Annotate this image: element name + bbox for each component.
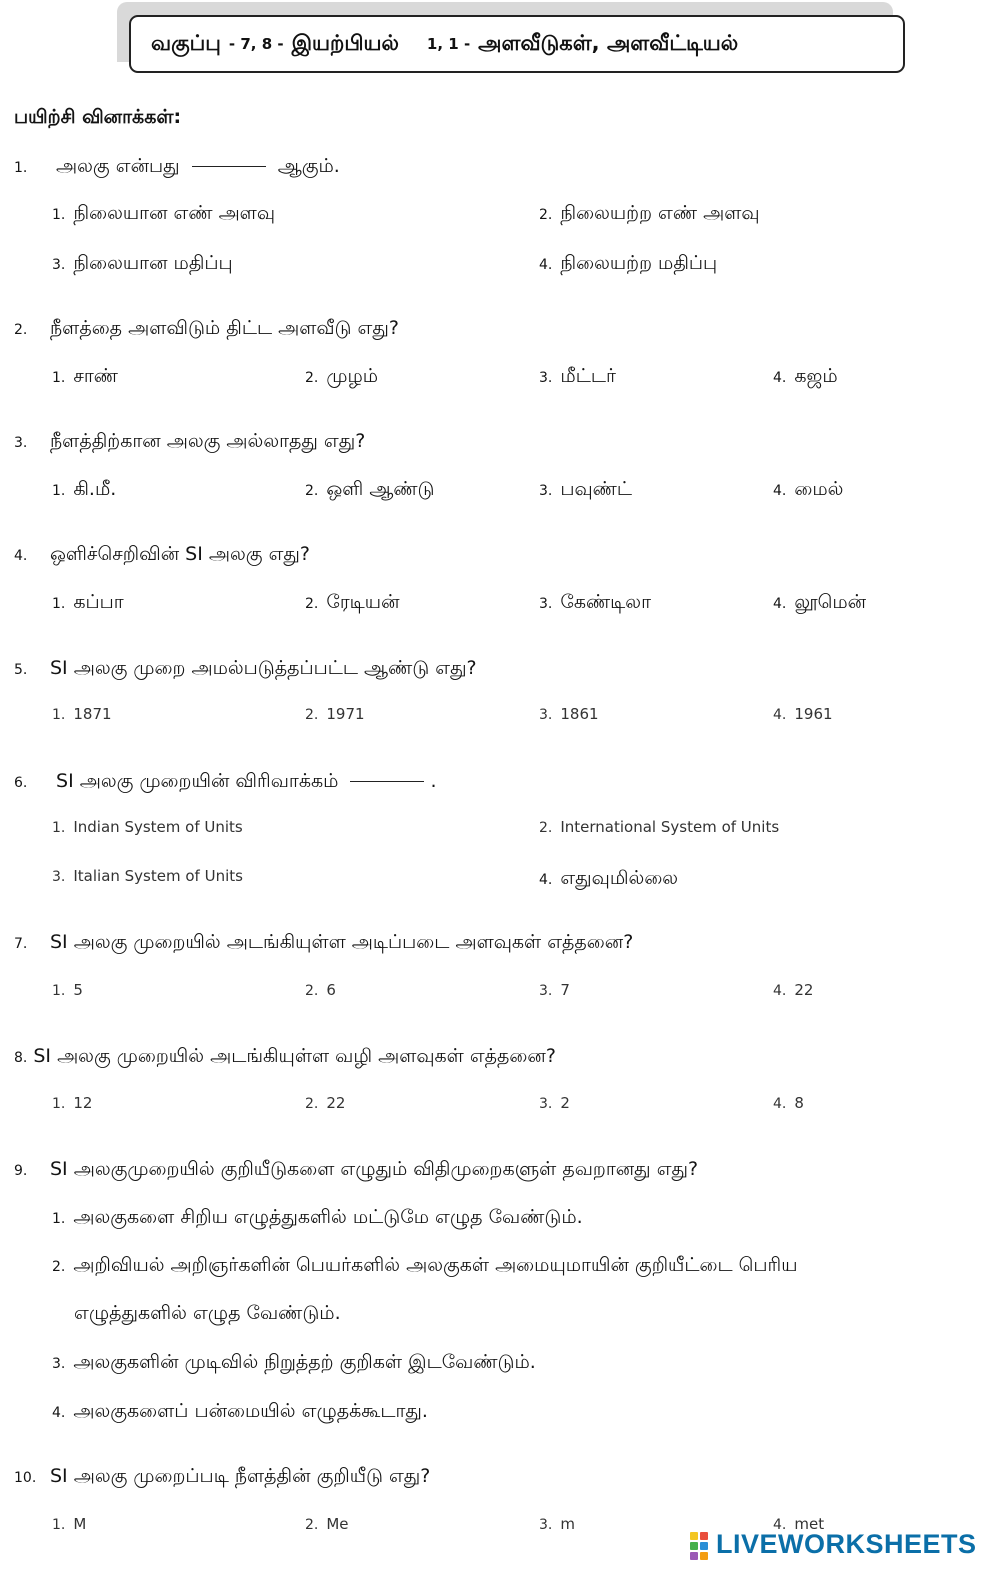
subject: இயற்பியல் — [291, 30, 399, 55]
section-title: பயிற்சி வினாக்கள்: — [14, 106, 182, 128]
question-6: 6. SI அலகு முறையின் விரிவாக்கம் . — [14, 770, 437, 792]
q1-option-2[interactable]: 2. நிலையற்ற எண் அளவு — [539, 202, 760, 224]
q8-option-1[interactable]: 1. 12 — [52, 1094, 93, 1112]
q5-option-4[interactable]: 4. 1961 — [773, 705, 833, 723]
q9-option-1[interactable]: 1. அலகுகளை சிறிய எழுத்துகளில் மட்டுமே எழுத வேண்டும். — [52, 1206, 583, 1228]
q2-option-3[interactable]: 3. மீட்டர் — [539, 365, 616, 387]
question-8: 8. SI அலகு முறையில் அடங்கியுள்ள வழி அளவுகள் எத்தனை? — [14, 1045, 556, 1067]
q8-option-4[interactable]: 4. 8 — [773, 1094, 804, 1112]
grade-value: - 7, 8 - — [228, 35, 284, 53]
q2-option-4[interactable]: 4. கஜம் — [773, 365, 838, 387]
q8-options — [0, 1094, 1000, 1122]
answer-blank[interactable] — [350, 781, 424, 782]
q4-options — [0, 591, 1000, 619]
q4-option-2[interactable]: 2. ரேடியன் — [305, 591, 400, 613]
question-5: 5. SI அலகு முறை அமல்படுத்தப்பட்ட ஆண்டு எது? — [14, 657, 477, 679]
q6-option-4[interactable]: 4. எதுவுமில்லை — [539, 867, 679, 889]
q3-option-2[interactable]: 2. ஒளி ஆண்டு — [305, 478, 435, 500]
question-4: 4. ஒளிச்செறிவின் SI அலகு எது? — [14, 543, 310, 565]
q7-option-1[interactable]: 1. 5 — [52, 981, 83, 999]
question-2: 2. நீளத்தை அளவிடும் திட்ட அளவீடு எது? — [14, 317, 399, 339]
q6-option-1[interactable]: 1. Indian System of Units — [52, 818, 243, 836]
q9-option-2[interactable]: 2. அறிவியல் அறிஞர்களின் பெயர்களில் அலகுகள் அமையுமாயின் குறியீட்டை பெரிய — [52, 1254, 798, 1276]
q5-option-2[interactable]: 2. 1971 — [305, 705, 365, 723]
title-banner — [129, 15, 905, 73]
q6-options-row-2 — [0, 867, 1000, 895]
q7-option-2[interactable]: 2. 6 — [305, 981, 336, 999]
q5-option-1[interactable]: 1. 1871 — [52, 705, 112, 723]
q10-option-4[interactable]: 4. met — [773, 1515, 825, 1533]
q3-option-3[interactable]: 3. பவுண்ட் — [539, 478, 632, 500]
q6-option-3[interactable]: 3. Italian System of Units — [52, 867, 243, 885]
q9-option-4[interactable]: 4. அலகுகளைப் பன்மையில் எழுதக்கூடாது. — [52, 1400, 428, 1422]
q4-option-1[interactable]: 1. கப்பா — [52, 591, 124, 613]
q2-options — [0, 365, 1000, 393]
q3-options — [0, 478, 1000, 506]
q1-option-1[interactable]: 1. நிலையான எண் அளவு — [52, 202, 276, 224]
q3-option-4[interactable]: 4. மைல் — [773, 478, 844, 500]
grade-label: வகுப்பு — [151, 30, 221, 55]
liveworksheets-logo-icon — [690, 1530, 710, 1560]
answer-blank[interactable] — [192, 166, 266, 167]
question-7: 7. SI அலகு முறையில் அடங்கியுள்ள அடிப்படை அளவுகள் எத்தனை? — [14, 931, 634, 953]
q8-option-3[interactable]: 3. 2 — [539, 1094, 570, 1112]
unit-title: அளவீடுகள், அளவீட்டியல் — [478, 30, 739, 55]
q9-option-3[interactable]: 3. அலகுகளின் முடிவில் நிறுத்தற் குறிகள் இடவேண்டும். — [52, 1351, 536, 1373]
q7-option-3[interactable]: 3. 7 — [539, 981, 570, 999]
q1-options-row-2 — [0, 252, 1000, 280]
q1-option-4[interactable]: 4. நிலையற்ற மதிப்பு — [539, 252, 718, 274]
q6-options-row-1 — [0, 818, 1000, 846]
q10-option-1[interactable]: 1. M — [52, 1515, 87, 1533]
q4-option-3[interactable]: 3. கேண்டிலா — [539, 591, 651, 613]
q1-options-row-1 — [0, 202, 1000, 230]
q7-options — [0, 981, 1000, 1009]
q6-option-2[interactable]: 2. International System of Units — [539, 818, 780, 836]
liveworksheets-wordmark: LIVEWORKSHEETS — [716, 1529, 977, 1559]
q7-option-4[interactable]: 4. 22 — [773, 981, 814, 999]
q4-option-4[interactable]: 4. லூமென் — [773, 591, 867, 613]
q8-option-2[interactable]: 2. 22 — [305, 1094, 346, 1112]
q9-option-2-continued: எழுத்துகளில் எழுத வேண்டும். — [74, 1302, 341, 1324]
q3-option-1[interactable]: 1. கி.மீ. — [52, 478, 117, 500]
question-1: 1. அலகு என்பது ஆகும். — [14, 155, 340, 177]
q5-options — [0, 705, 1000, 733]
q10-option-3[interactable]: 3. m — [539, 1515, 575, 1533]
question-9: 9. SI அலகுமுறையில் குறியீடுகளை எழுதும் விதிமுறைகளுள் தவறானது எது? — [14, 1158, 699, 1180]
question-10: 10. SI அலகு முறைப்படி நீளத்தின் குறியீடு எது? — [14, 1465, 431, 1487]
q5-option-3[interactable]: 3. 1861 — [539, 705, 599, 723]
q2-option-2[interactable]: 2. முழம் — [305, 365, 379, 387]
q10-option-2[interactable]: 2. Me — [305, 1515, 349, 1533]
q1-option-3[interactable]: 3. நிலையான மதிப்பு — [52, 252, 233, 274]
liveworksheets-logo — [690, 1529, 977, 1560]
q2-option-1[interactable]: 1. சாண் — [52, 365, 118, 387]
unit-number: 1, 1 - — [426, 35, 471, 53]
question-3: 3. நீளத்திற்கான அலகு அல்லாதது எது? — [14, 430, 366, 452]
